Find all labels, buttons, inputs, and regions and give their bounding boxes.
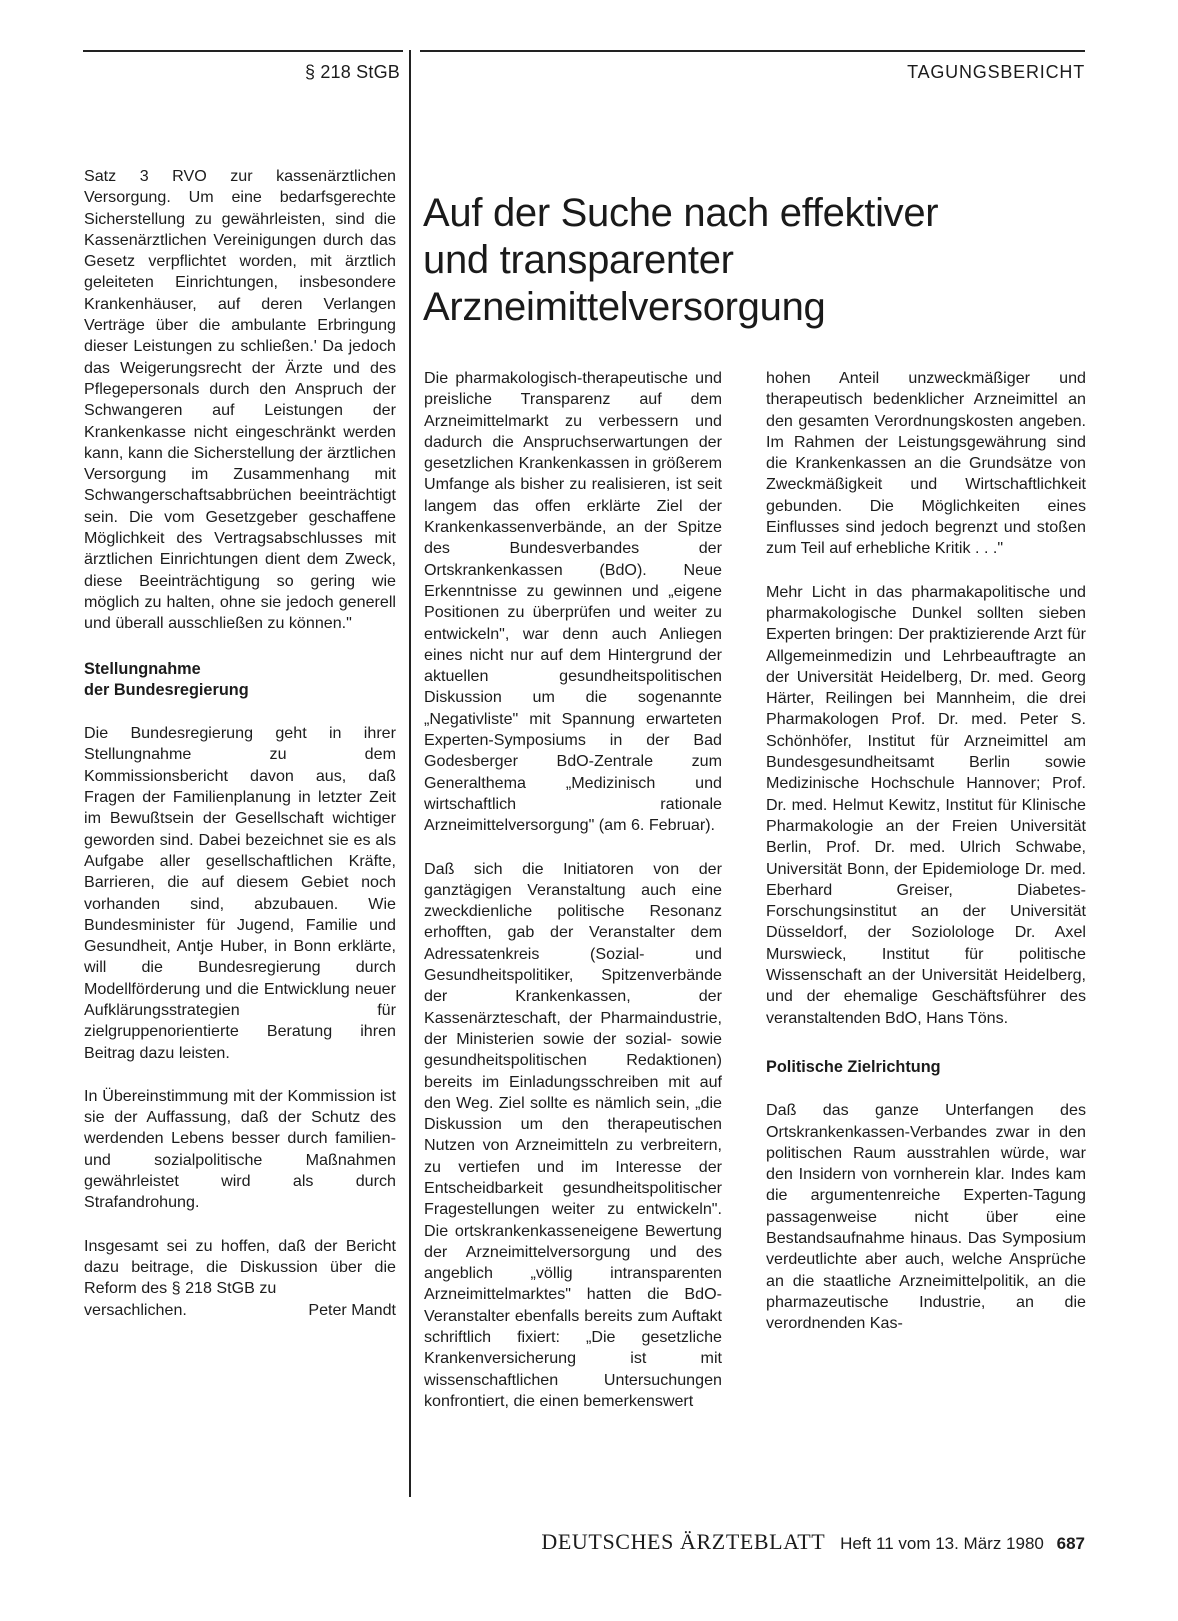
paragraph: Daß sich die Initiatoren von der ganztägigen Veranstaltung auch eine zweckdienliche politische Resonanz erhofften, gab der Veranstalter dem Adressatenkreis (Sozial- und Gesundheitspolitiker, Spitzenverbände der Krankenkassen, der Kassenärzteschaft, der Pharmaindustrie, der Ministerien sowie der sozial- sowie gesundheitspolitischen Redaktionen) bereits im Einladungsschreiben mit auf den Weg. Ziel sollte es nämlich sein, „die Diskussion um den therapeutischen Nutzen von Arzneimitteln zu verbreitern, zu vertiefen und im Interesse der Entscheidbarkeit gesundheitspolitischer Fragestellungen weiter zu entwickeln". Die ortskrankenkasseneigene Bewertung der Arzneimittelversorgung und des angeblich „völlig intransparenten Arzneimittelmarktes" hatten die BdO-Veranstalter ebenfalls bereits zum Auftakt schriftlich fixiert: „Die gesetzliche Krankenversicherung ist mit wissenschaftlichen Untersuchungen konfrontiert, die einen bemerkenswert — [424, 859, 722, 1410]
section-heading: Politische Zielrichtung — [766, 1057, 941, 1076]
section-heading — [84, 659, 396, 702]
issue-info: Heft 11 vom 13. März 1980 — [840, 1534, 1044, 1553]
title-line: Arzneimittelversorgung — [423, 285, 826, 329]
section-header-left: § 218 StGB — [304, 62, 400, 82]
left-column — [84, 166, 396, 1321]
heading-line: Stellungnahme — [84, 659, 201, 678]
middle-column — [424, 368, 722, 1412]
page-number: 687 — [1056, 1534, 1085, 1553]
heading-line: der Bundesregierung — [84, 680, 249, 699]
signature-line — [84, 1300, 396, 1321]
section-header-right: TAGUNGSBERICHT — [907, 62, 1085, 82]
author-name: Peter Mandt — [308, 1300, 396, 1319]
title-line: und transparenter — [423, 238, 734, 282]
paragraph: Mehr Licht in das pharmakapolitische und pharmakologische Dunkel sollten sieben Experten bringen: Der praktizierende Arzt für Allgemeinmedizin und Lehrbeauftragte an der Universität Heidelberg, Dr. med. Georg Härter, Reilingen bei Mannheim, die drei Pharmakologen Prof. Dr. med. Peter S. Schönhöfer, Institut für Arzneimittel am Bundesgesundheitsamt Berlin sowie Medizinische Hochschule Hannover; Prof. Dr. med. Helmut Kewitz, Institut für Klinische Pharmakologie an der Freien Universität Berlin, Prof. Dr. med. Ulrich Schwabe, Universität Bonn, der Epidemiologe Dr. med. Eberhard Greiser, Diabetes-Forschungsinstitut an der Universität Düsseldorf, der Soziolologe Dr. Axel Murswieck, Institut für politische Wissenschaft an der Universität Heidelberg, und der ehemalige Geschäftsführer des veranstaltenden BdO, Hans Töns. — [766, 582, 1086, 1027]
paragraph-end: versachlichen. — [84, 1300, 187, 1319]
paragraph: Satz 3 RVO zur kassenärztlichen Versorgung. Um eine bedarfsgerechte Sicherstellung zu gewährleisten, sind die Kassenärztlichen Vereinigungen durch das Gesetz verpflichtet worden, mit ärztlich geleiteten Einrichtungen, insbesondere Krankenhäuser, auf deren Verlangen Verträge über die ambulante Erbringung dieser Leistungen zu schließen.' Da jedoch das Weigerungsrecht der Ärzte und des Pflegepersonals durch den Anspruch der Schwangeren auf Leistungen der Krankenkasse nicht eingeschränkt werden kann, kann die Sicherstellung der ärztlichen Versorgung im Zusammenhang mit Schwangerschaftsabbrüchen beeinträchtigt sein. Die vom Gesetzgeber geschaffene Möglichkeit des Vertragsabschlusses mit ärztlichen Einrichtungen dient dem Zweck, diese Beeinträchtigung so gering wie möglich zu halten, ohne sie jedoch generell und überall ausschließen zu können." — [84, 167, 396, 633]
article-title — [423, 190, 1103, 331]
header-rule-right — [420, 50, 1085, 52]
right-column — [766, 368, 1086, 1334]
paragraph: Daß das ganze Unterfangen des Ortskrankenkassen-Verbandes zwar in den politischen Raum ausstrahlen würde, war den Insidern von vornherein klar. Indes kam die argumentenreiche Experten-Tagung passagenweise nicht über eine Bestandsaufnahme hinaus. Das Symposium verdeutlichte aber auch, welche Ansprüche an die staatliche Arzneimittelpolitik, an die pharmazeutische Industrie, an die verordnenden Kas- — [766, 1101, 1086, 1333]
paragraph: In Übereinstimmung mit der Kommission ist sie der Auffassung, daß der Schutz des werdenden Lebens besser durch familien- und sozialpolitische Maßnahmen gewährleistet wird als durch Strafandrohung. — [84, 1086, 396, 1212]
journal-name: DEUTSCHES ÄRZTEBLATT — [541, 1529, 826, 1554]
paragraph: Die Bundesregierung geht in ihrer Stellungnahme zu dem Kommissionsbericht davon aus, daß Fragen der Familienplanung in letzter Zeit im Bewußtsein der Gesellschaft wichtiger geworden sind. Dabei bezeichnet sie es als Aufgabe aller gesellschaftlichen Kräfte, Barrieren, die auf diesem Gebiet noch vorhanden sind, abzubauen. Wie Bundesminister für Jugend, Familie und Gesundheit, Antje Huber, in Bonn erklärte, will die Bundesregierung durch Modellförderung und die Entwicklung neuer Aufklärungsstrategien für zielgruppenorientierte Beratung ihren Beitrag dazu leisten. — [84, 724, 396, 1062]
paragraph: Insgesamt sei zu hoffen, daß der Bericht dazu beitrage, die Diskussion über die Reform des § 218 StGB zu — [84, 1236, 396, 1298]
page-footer — [460, 1529, 1085, 1555]
paragraph: hohen Anteil unzweckmäßiger und therapeutisch bedenklicher Arzneimittel an den gesamten Verordnungskosten angeben. Im Rahmen der Leistungsgewährung sind die Krankenkassen an die Grundsätze von Zweckmäßigkeit und Wirtschaftlichkeit gebunden. Die Möglichkeiten eines Einflusses sind jedoch begrenzt und stoßen zum Teil auf erhebliche Kritik . . ." — [766, 369, 1086, 558]
column-divider — [409, 50, 411, 1497]
title-line: Auf der Suche nach effektiver — [423, 191, 939, 235]
header-rule-left — [83, 50, 403, 52]
paragraph: Die pharmakologisch-therapeutische und preisliche Transparenz auf dem Arzneimittelmarkt zu verbessern und dadurch die Anspruchserwartungen der gesetzlichen Krankenkassen in größerem Umfange als bisher zu realisieren, ist seit langem das offen erklärte Ziel der Krankenkassenverbände, an der Spitze des Bundesverbandes der Ortskrankenkassen (BdO). Neue Erkenntnisse zu gewinnen und „eigene Positionen zu überprüfen und weiter zu entwickeln", war denn auch Anliegen eines nicht nur auf dem Hintergrund der aktuellen gesundheitspolitischen Diskussion um die sogenannte „Negativliste" mit Spannung erwarteten Experten-Symposiums in der Bad Godesberger BdO-Zentrale zum Generalthema „Medizinisch und wirtschaftlich rationale Arzneimittelversorgung" (am 6. Februar). — [424, 369, 722, 835]
